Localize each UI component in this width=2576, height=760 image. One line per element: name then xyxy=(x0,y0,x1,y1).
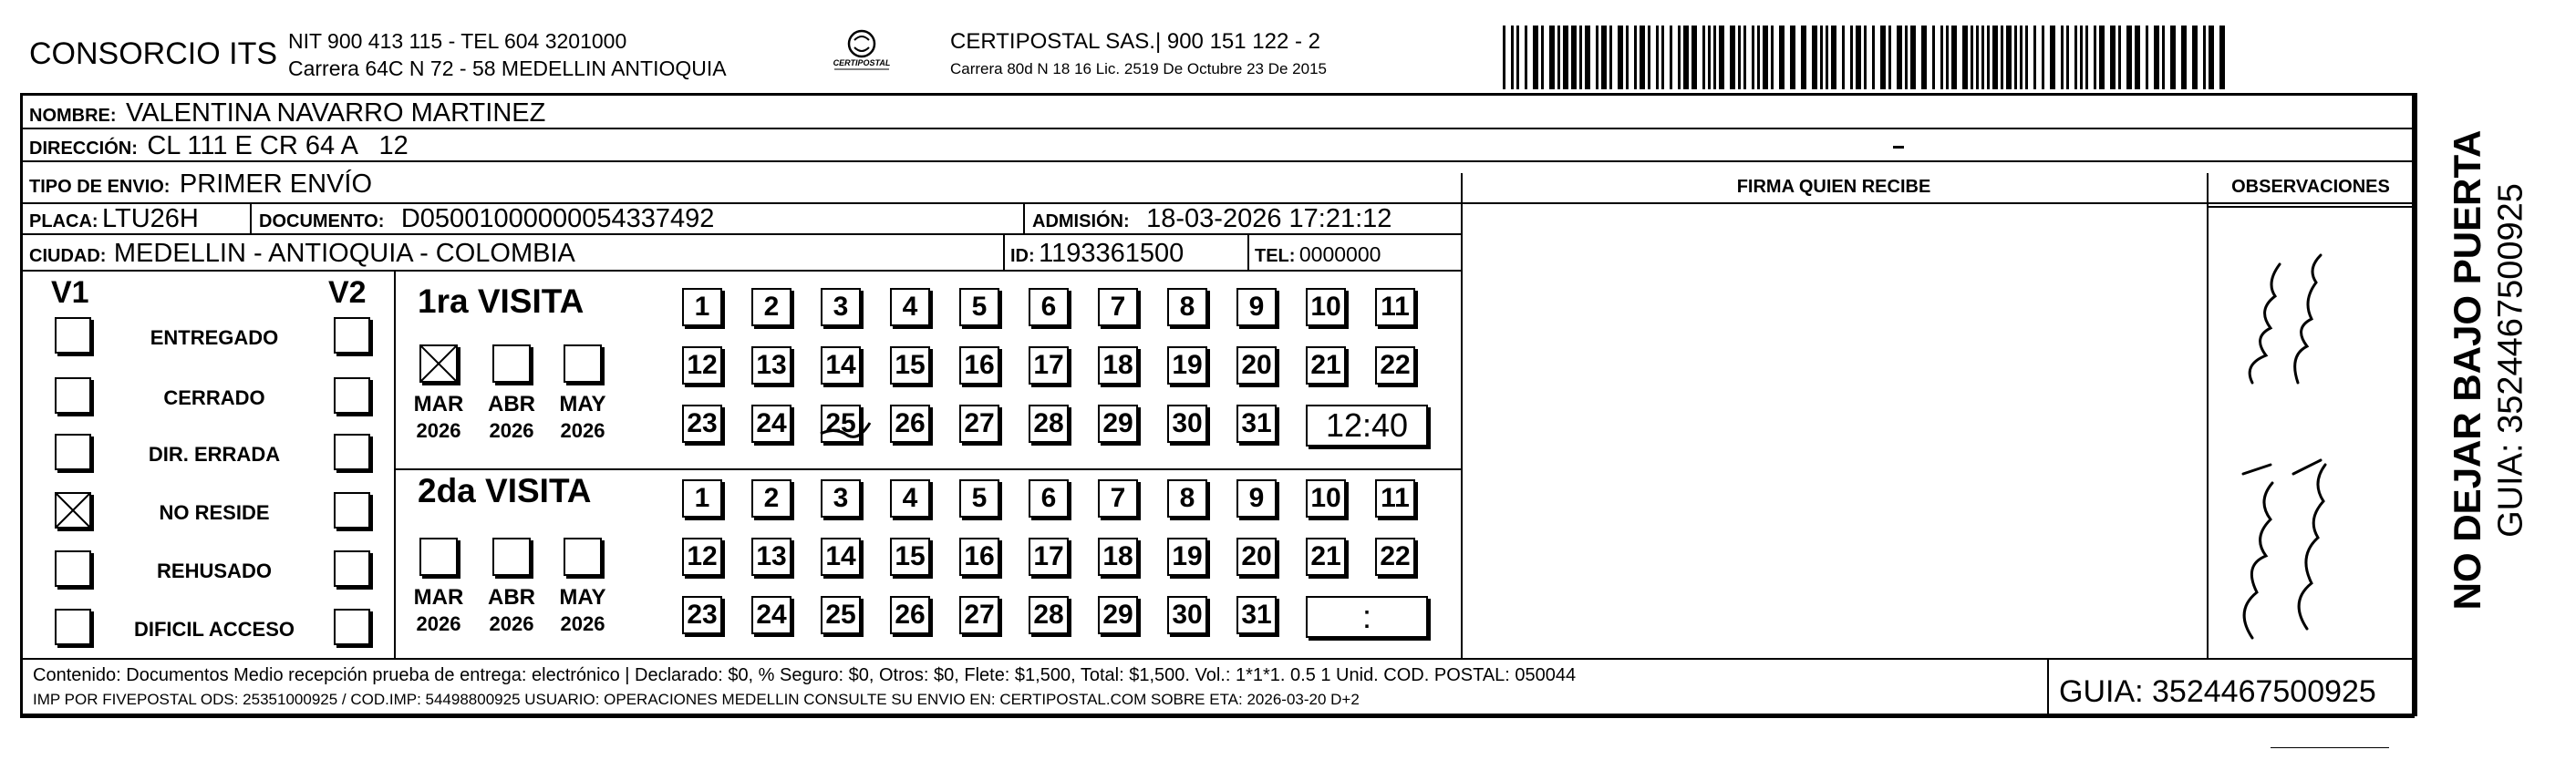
barcode-bar xyxy=(1596,26,1598,89)
status-label: NO RESIDE xyxy=(159,501,270,524)
day-box[interactable]: 31 xyxy=(1236,405,1277,443)
barcode-bar xyxy=(2074,26,2077,89)
side-text xyxy=(2420,102,2530,649)
barcode-bar xyxy=(2025,26,2028,89)
year-label: 2026 xyxy=(416,419,461,442)
day-box[interactable]: 16 xyxy=(959,346,999,385)
day-box[interactable]: 21 xyxy=(1306,346,1346,385)
day-box[interactable]: 26 xyxy=(890,405,930,443)
placa-label: PLACA: xyxy=(29,211,98,231)
year-label: 2026 xyxy=(560,612,605,635)
day-box[interactable]: 3 xyxy=(821,479,861,518)
barcode-bar xyxy=(2061,26,2064,89)
barcode-bar xyxy=(1661,26,1664,89)
day-box[interactable]: 2 xyxy=(751,288,791,326)
barcode-bar xyxy=(1888,26,1891,89)
day-box[interactable]: 24 xyxy=(751,596,791,634)
day-box[interactable]: 30 xyxy=(1167,596,1207,634)
day-box[interactable]: 6 xyxy=(1029,479,1069,518)
barcode-bar xyxy=(1897,26,1902,89)
barcode-bar xyxy=(1831,26,1836,89)
firma-label: FIRMA QUIEN RECIBE xyxy=(1736,177,1931,197)
barcode-bar xyxy=(1708,26,1711,89)
barcode-bar xyxy=(1880,26,1886,89)
certipostal-line2: Carrera 80d N 18 16 Lic. 2519 De Octubre 23 De 2015 xyxy=(950,60,1327,77)
barcode xyxy=(1503,26,2232,89)
barcode-bar xyxy=(2219,26,2225,89)
day-box[interactable]: 5 xyxy=(959,479,999,518)
status-label: DIFICIL ACCESO xyxy=(133,618,295,641)
day-box[interactable]: 18 xyxy=(1098,346,1138,385)
v1-checkbox[interactable] xyxy=(55,550,91,587)
day-box[interactable]: 22 xyxy=(1375,538,1415,576)
barcode-bar xyxy=(1618,26,1623,89)
day-box[interactable]: 14 xyxy=(821,346,861,385)
day-box[interactable]: 4 xyxy=(890,479,930,518)
barcode-bar xyxy=(1779,26,1785,89)
day-box[interactable]: 8 xyxy=(1167,288,1207,326)
v2-checkbox[interactable] xyxy=(334,377,370,414)
barcode-bar xyxy=(2170,26,2176,89)
v2-checkbox[interactable] xyxy=(334,609,370,645)
month-label: MAR xyxy=(413,585,464,610)
barcode-bar xyxy=(1940,26,1943,89)
year-label: 2026 xyxy=(416,612,461,635)
v1-checkbox[interactable] xyxy=(55,317,91,354)
handwritten-observation xyxy=(2216,246,2407,647)
v2-checkbox[interactable] xyxy=(334,492,370,529)
documento-label: DOCUMENTO: xyxy=(259,211,385,231)
barcode-bar xyxy=(1563,26,1568,89)
barcode-bar xyxy=(2033,26,2036,89)
day-box[interactable]: 15 xyxy=(890,538,930,576)
logo-text: CERTIPOSTAL xyxy=(833,58,891,67)
v1-checkbox[interactable] xyxy=(55,434,91,470)
barcode-bar xyxy=(1683,26,1689,89)
day-box[interactable]: 6 xyxy=(1029,288,1069,326)
barcode-bar xyxy=(1557,26,1560,89)
status-label: REHUSADO xyxy=(157,560,272,582)
barcode-bar xyxy=(2085,26,2088,89)
v2-checkbox[interactable] xyxy=(334,550,370,587)
day-box[interactable]: 16 xyxy=(959,538,999,576)
day-box[interactable]: 9 xyxy=(1236,479,1277,518)
company-address: Carrera 64C N 72 - 58 MEDELLIN ANTIOQUIA xyxy=(288,56,727,80)
day-box[interactable]: 10 xyxy=(1306,479,1346,518)
v2-label: V2 xyxy=(328,275,367,310)
barcode-bar xyxy=(2135,26,2140,89)
day-box[interactable]: 1 xyxy=(682,479,722,518)
day-box[interactable]: 25 xyxy=(821,405,861,443)
barcode-bar xyxy=(1976,26,1979,89)
barcode-bar xyxy=(1763,26,1768,89)
barcode-bar xyxy=(1992,26,1998,89)
barcode-bar xyxy=(2146,26,2148,89)
barcode-bar xyxy=(2001,26,2003,89)
month-label: ABR xyxy=(488,392,535,416)
day-box[interactable]: 12 xyxy=(682,346,722,385)
admision-value: 18-03-2026 17:21:12 xyxy=(1146,204,1392,233)
month-checkbox[interactable] xyxy=(492,344,531,383)
barcode-bar xyxy=(1656,26,1659,89)
month-checkbox[interactable] xyxy=(492,538,531,576)
id-label: ID: xyxy=(1010,246,1035,266)
barcode-bar xyxy=(1905,26,1908,89)
day-box[interactable]: 28 xyxy=(1029,405,1069,443)
barcode-bar xyxy=(1648,26,1650,89)
first-visit-title: 1ra VISITA xyxy=(418,282,585,320)
v2-checkbox[interactable] xyxy=(334,317,370,354)
month-checkbox[interactable] xyxy=(564,344,602,383)
barcode-bar xyxy=(1951,26,1957,89)
barcode-bar xyxy=(1910,26,1916,89)
day-box[interactable]: 27 xyxy=(959,596,999,634)
day-box[interactable]: 1 xyxy=(682,288,722,326)
day-box[interactable]: 30 xyxy=(1167,405,1207,443)
day-box[interactable]: 4 xyxy=(890,288,930,326)
day-box[interactable]: 7 xyxy=(1098,288,1138,326)
barcode-bar xyxy=(1713,26,1716,89)
day-box[interactable]: 23 xyxy=(682,405,722,443)
ciudad-value: MEDELLIN - ANTIOQUIA - COLOMBIA xyxy=(113,239,575,268)
company-name: CONSORCIO ITS xyxy=(29,36,278,71)
barcode-bar xyxy=(1790,26,1795,89)
barcode-bar xyxy=(2099,26,2105,89)
day-box[interactable]: 29 xyxy=(1098,596,1138,634)
barcode-bar xyxy=(1511,26,1514,89)
day-cross-icon xyxy=(817,406,872,443)
year-label: 2026 xyxy=(489,612,534,635)
footer-guia: GUIA: 3524467500925 xyxy=(2059,674,2376,709)
placa-value: LTU26H xyxy=(102,204,199,233)
direccion-label: DIRECCIÓN: xyxy=(29,139,138,159)
day-box[interactable]: 20 xyxy=(1236,538,1277,576)
barcode-bar xyxy=(2181,26,2187,89)
day-box[interactable]: 29 xyxy=(1098,405,1138,443)
barcode-bar xyxy=(1691,26,1697,89)
barcode-bar xyxy=(2080,26,2083,89)
barcode-bar xyxy=(1864,26,1867,89)
company-nit: NIT 900 413 115 - TEL 604 3201000 xyxy=(288,29,627,53)
id-value: 1193361500 xyxy=(1039,239,1185,268)
year-label: 2026 xyxy=(489,419,534,442)
barcode-bar xyxy=(1946,26,1949,89)
barcode-bar xyxy=(1719,26,1724,89)
day-box[interactable]: 11 xyxy=(1375,479,1415,518)
certipostal-line1: CERTIPOSTAL SAS.| 900 151 122 - 2 xyxy=(950,29,1320,54)
footer-imp-line: IMP POR FIVEPOSTAL ODS: 25351000925 / COD.IMP: 54498800925 USUARIO: OPERACIONES MEDELLIN CONSULTE SU ENVIO EN: CERTIPOSTAL.COM SOBRE ETA: 2026-03-20 D+2 xyxy=(33,691,1360,708)
barcode-bar xyxy=(1634,26,1637,89)
barcode-bar xyxy=(1626,26,1629,89)
barcode-bar xyxy=(2162,26,2165,89)
barcode-bar xyxy=(1872,26,1875,89)
v1-checkbox[interactable] xyxy=(55,609,91,645)
barcode-bar xyxy=(1579,26,1582,89)
day-box[interactable]: 9 xyxy=(1236,288,1277,326)
barcode-bar xyxy=(2126,26,2132,89)
day-box[interactable]: 25 xyxy=(821,596,861,634)
footer-content-line: Contenido: Documentos Medio recepción prueba de entrega: electrónico | Declarado: $0, % Seguro: $0, Otros: $0, Flete: $1,500, Total: $1,500. Vol.: 1*1*1. 0.5 1 Unid. COD. POSTAL: 050044 xyxy=(33,665,1577,685)
nombre-value: VALENTINA NAVARRO MARTINEZ xyxy=(126,98,546,128)
day-box[interactable]: 28 xyxy=(1029,596,1069,634)
check-mark-icon xyxy=(419,344,458,383)
ciudad-label: CIUDAD: xyxy=(29,246,107,266)
barcode-bar xyxy=(1743,26,1746,89)
v1-label: V1 xyxy=(51,275,89,310)
day-box[interactable]: 23 xyxy=(682,596,722,634)
day-box[interactable]: 13 xyxy=(751,538,791,576)
day-box[interactable]: 19 xyxy=(1167,346,1207,385)
barcode-bar xyxy=(1541,26,1544,89)
barcode-bar xyxy=(1571,26,1577,89)
barcode-bar xyxy=(1962,26,1968,89)
stray-mark xyxy=(1893,146,1904,149)
barcode-bar xyxy=(1987,26,1990,89)
barcode-bar xyxy=(1585,26,1590,89)
month-label: MAR xyxy=(413,392,464,416)
day-box[interactable]: 17 xyxy=(1029,538,1069,576)
barcode-bar xyxy=(2014,26,2017,89)
day-box[interactable]: 26 xyxy=(890,596,930,634)
certipostal-logo xyxy=(825,27,898,82)
barcode-bar xyxy=(2094,26,2096,89)
barcode-bar xyxy=(1932,26,1935,89)
barcode-bar xyxy=(1856,26,1861,89)
barcode-bar xyxy=(1730,26,1735,89)
side-guia: GUIA: 3524467500925 xyxy=(2491,183,2530,538)
v1-checkbox[interactable] xyxy=(55,377,91,414)
barcode-bar xyxy=(1842,26,1845,89)
barcode-bar xyxy=(2006,26,2012,89)
barcode-bar xyxy=(2050,26,2055,89)
day-box[interactable]: 20 xyxy=(1236,346,1277,385)
day-box[interactable]: 15 xyxy=(890,346,930,385)
barcode-bar xyxy=(1549,26,1555,89)
month-checkbox[interactable] xyxy=(564,538,602,576)
barcode-bar xyxy=(1601,26,1607,89)
barcode-bar xyxy=(1971,26,1973,89)
day-box[interactable]: 3 xyxy=(821,288,861,326)
barcode-bar xyxy=(1609,26,1612,89)
barcode-bar xyxy=(1757,26,1760,89)
barcode-bar xyxy=(1678,26,1681,89)
second-visit-title: 2da VISITA xyxy=(418,472,592,509)
barcode-bar xyxy=(1516,26,1519,89)
barcode-bar xyxy=(1981,26,1984,89)
tel-label: TEL: xyxy=(1255,246,1296,266)
barcode-bar xyxy=(1771,26,1774,89)
side-frame xyxy=(2415,93,2417,716)
tipo-envio-label: TIPO DE ENVIO: xyxy=(29,177,171,197)
barcode-bar xyxy=(1850,26,1853,89)
barcode-bar xyxy=(1738,26,1741,89)
day-box[interactable]: 17 xyxy=(1029,346,1069,385)
admision-label: ADMISIÓN: xyxy=(1032,211,1130,231)
barcode-bar xyxy=(2154,26,2159,89)
day-box[interactable]: 19 xyxy=(1167,538,1207,576)
month-label: ABR xyxy=(488,585,535,610)
day-box[interactable]: 24 xyxy=(751,405,791,443)
day-box[interactable]: 22 xyxy=(1375,346,1415,385)
barcode-bar xyxy=(1820,26,1823,89)
day-box[interactable]: 10 xyxy=(1306,288,1346,326)
barcode-bar xyxy=(1702,26,1705,89)
barcode-bar xyxy=(1801,26,1806,89)
barcode-bar xyxy=(1640,26,1645,89)
barcode-bar xyxy=(2192,26,2198,89)
day-box[interactable]: 8 xyxy=(1167,479,1207,518)
barcode-bar xyxy=(1533,26,1538,89)
day-box[interactable]: 7 xyxy=(1098,479,1138,518)
barcode-bar xyxy=(1503,26,1505,89)
day-box[interactable]: 11 xyxy=(1375,288,1415,326)
barcode-bar xyxy=(2042,26,2044,89)
day-box[interactable]: 27 xyxy=(959,405,999,443)
barcode-bar xyxy=(2209,26,2214,89)
barcode-bar xyxy=(1670,26,1672,89)
barcode-bar xyxy=(1826,26,1828,89)
barcode-bar xyxy=(1752,26,1754,89)
time-field[interactable]: : xyxy=(1306,596,1428,638)
check-mark-icon xyxy=(55,492,91,529)
day-box[interactable]: 14 xyxy=(821,538,861,576)
documento-value: D05001000000054337492 xyxy=(400,204,715,233)
barcode-bar xyxy=(1525,26,1527,89)
day-box[interactable]: 13 xyxy=(751,346,791,385)
day-box[interactable]: 12 xyxy=(682,538,722,576)
year-label: 2026 xyxy=(560,419,605,442)
barcode-bar xyxy=(2066,26,2069,89)
tipo-envio-value: PRIMER ENVÍO xyxy=(179,169,373,199)
status-label: DIR. ERRADA xyxy=(148,443,281,466)
month-checkbox[interactable] xyxy=(419,538,458,576)
nombre-label: NOMBRE: xyxy=(29,106,117,126)
day-box[interactable]: 2 xyxy=(751,479,791,518)
barcode-bar xyxy=(2203,26,2206,89)
barcode-bar xyxy=(2118,26,2121,89)
barcode-bar xyxy=(1812,26,1817,89)
day-box[interactable]: 5 xyxy=(959,288,999,326)
observaciones-label: OBSERVACIONES xyxy=(2231,177,2390,197)
no-dejar-bajo-puerta: NO DEJAR BAJO PUERTA xyxy=(2446,129,2488,611)
day-box[interactable]: 31 xyxy=(1236,596,1277,634)
barcode-bar xyxy=(2110,26,2116,89)
tel-value: 0000000 xyxy=(1298,242,1381,266)
status-label: ENTREGADO xyxy=(150,326,279,349)
barcode-bar xyxy=(1921,26,1927,89)
month-label: MAY xyxy=(559,392,606,416)
v2-checkbox[interactable] xyxy=(334,434,370,470)
day-box[interactable]: 18 xyxy=(1098,538,1138,576)
time-field[interactable]: 12:40 xyxy=(1306,405,1428,447)
barcode-bar xyxy=(2020,26,2023,89)
day-box[interactable]: 21 xyxy=(1306,538,1346,576)
direccion-value: CL 111 E CR 64 A 12 xyxy=(147,131,409,160)
status-label: CERRADO xyxy=(163,386,265,409)
month-label: MAY xyxy=(559,585,606,610)
